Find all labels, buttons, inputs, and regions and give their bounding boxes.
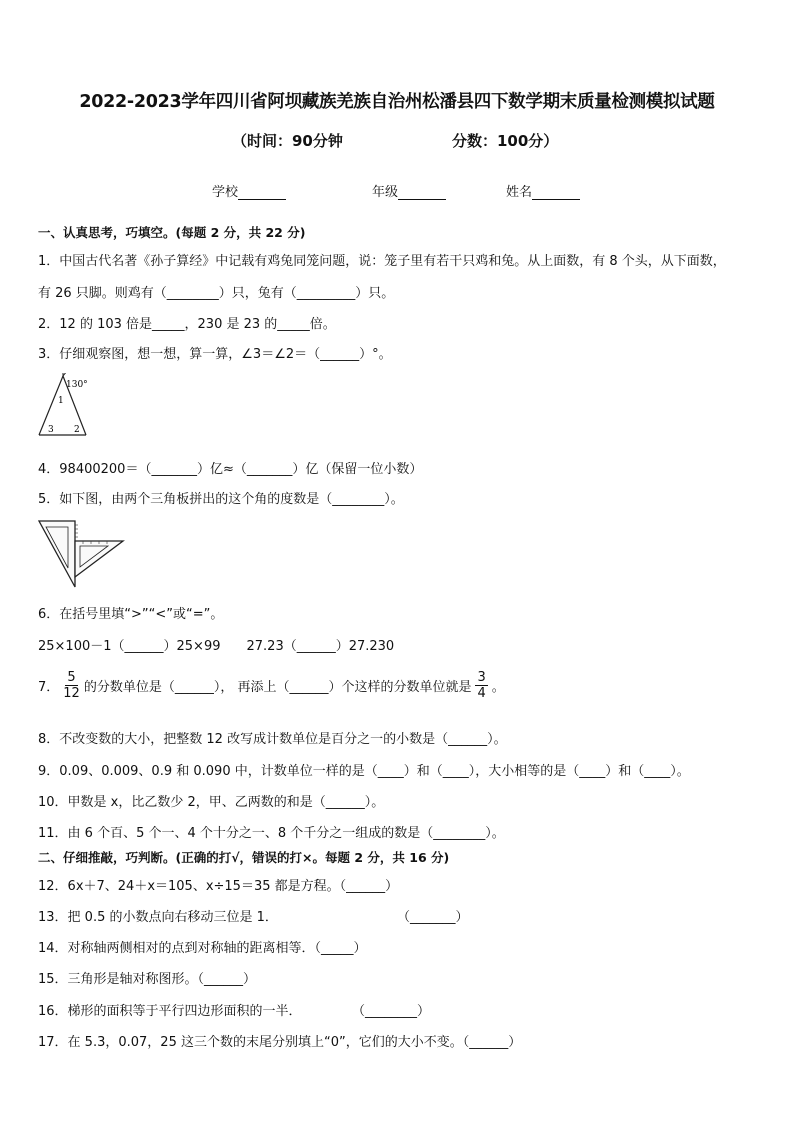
question-13-answer-blank[interactable]: （_______） bbox=[397, 910, 469, 925]
school-blank[interactable] bbox=[238, 185, 286, 200]
fraction-3-4 bbox=[475, 670, 487, 701]
school-field[interactable] bbox=[212, 181, 286, 200]
question-16-answer-blank[interactable]: （________） bbox=[352, 1004, 431, 1019]
section-2-heading: 二、仔细推敲，巧判断。(正确的打√，错误的打×。每题 2 分，共 16 分) bbox=[38, 850, 450, 865]
question-7-end: 。 bbox=[491, 680, 505, 695]
angle-130-label: 130° bbox=[66, 380, 88, 390]
question-5: 5．如下图，由两个三角板拼出的这个角的度数是（________）。 bbox=[38, 492, 404, 507]
exam-score: 分数：100分） bbox=[452, 132, 559, 150]
name-blank[interactable] bbox=[532, 185, 580, 200]
question-7 bbox=[38, 670, 505, 701]
grade-field[interactable] bbox=[372, 181, 446, 200]
school-label: 学校 bbox=[212, 185, 239, 200]
fraction-numerator: 5 bbox=[67, 670, 76, 685]
question-17: 17．在 5.3，0.07，25 这三个数的末尾分别填上“0”，它们的大小不变。（______） bbox=[38, 1035, 522, 1050]
name-field[interactable] bbox=[506, 181, 580, 200]
question-2: 2．12 的 103 倍是_____，230 是 23 的_____倍。 bbox=[38, 317, 336, 332]
grade-label: 年级 bbox=[372, 185, 399, 200]
question-14: 14．对称轴两侧相对的点到对称轴的距离相等．（_____） bbox=[38, 941, 367, 956]
triangle-figure bbox=[36, 373, 98, 439]
question-16: 16．梯形的面积等于平行四边形面积的一半． bbox=[38, 1004, 302, 1019]
question-7-text: 的分数单位是（______）， 再添上（______）个这样的分数单位就是 bbox=[83, 680, 472, 695]
angle-3-label: 3 bbox=[48, 425, 54, 435]
name-label: 姓名 bbox=[506, 185, 533, 200]
question-4: 4．98400200＝（_______）亿≈（_______）亿（保留一位小数） bbox=[38, 462, 423, 477]
question-6-comparisons: 25×100－1（______）25×99 27.23（______）27.230 bbox=[38, 639, 395, 654]
fraction-numerator: 3 bbox=[477, 670, 486, 685]
question-8: 8．不改变数的大小，把整数 12 改写成计数单位是百分之一的小数是（______）。 bbox=[38, 732, 507, 747]
question-6: 6．在括号里填“>”“<”或“=”。 bbox=[38, 607, 224, 622]
set-squares-figure bbox=[37, 519, 125, 589]
fraction-denominator: 12 bbox=[63, 686, 80, 701]
question-3: 3．仔细观察图，想一想，算一算，∠3＝∠2＝（______）°。 bbox=[38, 347, 392, 362]
exam-time: （时间：90分钟 bbox=[232, 132, 343, 150]
angle-2-label: 2 bbox=[74, 425, 80, 435]
question-7-number: 7． bbox=[38, 680, 60, 695]
fraction-denominator: 4 bbox=[477, 686, 486, 701]
page-title: 2022-2023学年四川省阿坝藏族羌族自治州松潘县四下数学期末质量检测模拟试题 bbox=[79, 92, 715, 112]
section-1-heading: 一、认真思考，巧填空。(每题 2 分，共 22 分) bbox=[38, 225, 306, 240]
angle-1-label: 1 bbox=[58, 396, 64, 406]
question-11: 11．由 6 个百、5 个一、4 个十分之一、8 个千分之一组成的数是（________）。 bbox=[38, 826, 505, 841]
grade-blank[interactable] bbox=[398, 185, 446, 200]
fraction-5-12 bbox=[63, 670, 80, 701]
question-10: 10．甲数是 x，比乙数少 2，甲、乙两数的和是（______）。 bbox=[38, 795, 385, 810]
question-13: 13．把 0.5 的小数点向右移动三位是 1． bbox=[38, 910, 278, 925]
question-1-line-1: 1．中国古代名著《孙子算经》中记载有鸡兔同笼问题，说：笼子里有若干只鸡和兔。从上面数，有 8 个头，从下面数， bbox=[38, 254, 726, 269]
question-12: 12．6x＋7、24＋x＝105、x÷15＝35 都是方程。（______） bbox=[38, 879, 399, 894]
question-15: 15．三角形是轴对称图形。（______） bbox=[38, 972, 257, 987]
question-1-line-2: 有 26 只脚。则鸡有（________）只，兔有（_________）只。 bbox=[38, 286, 395, 301]
question-9: 9．0.09、0.009、0.9 和 0.090 中，计数单位一样的是（____）和（____），大小相等的是（____）和（____）。 bbox=[38, 764, 690, 779]
